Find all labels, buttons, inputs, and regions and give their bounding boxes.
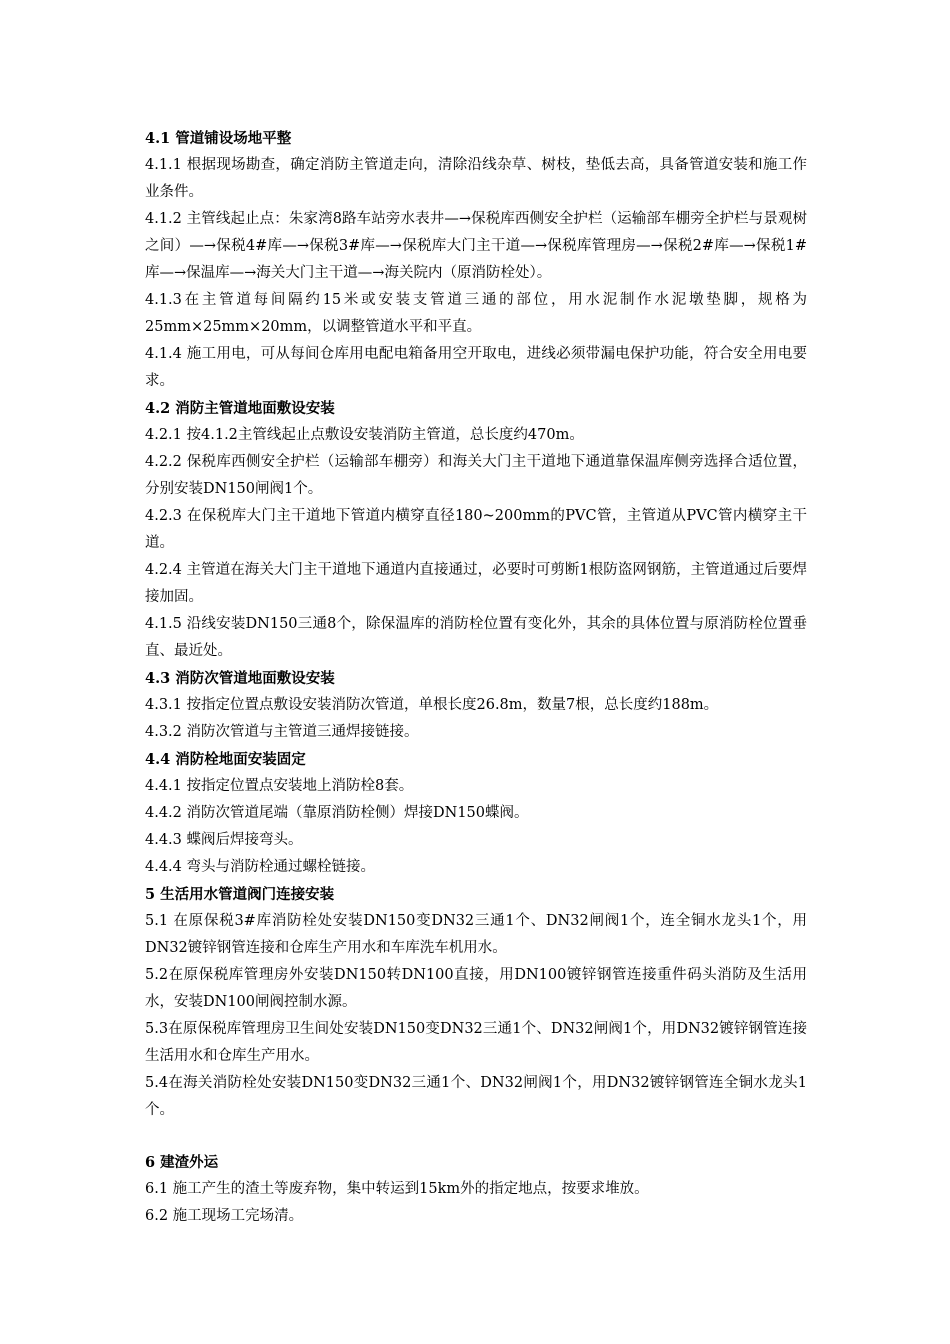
blank-line [145,1124,807,1149]
paragraph-5-1: 5.1 在原保税3#库消防栓处安装DN150变DN32三通1个、DN32闸阀1个，连全铜水龙头1个，用DN32镀锌钢管连接和仓库生产用水和车库洗车机用水。 [145,913,807,956]
paragraph-4-1-4: 4.1.4 施工用电，可从每间仓库用电配电箱备用空开取电，进线必须带漏电保护功能，符合安全用电要求。 [145,346,807,389]
paragraph-4-1-1: 4.1.1 根据现场勘查，确定消防主管道走向，清除沿线杂草、树枝，垫低去高，具备管道安装和施工作业条件。 [145,157,807,200]
section-heading-6: 6 建渣外运 [145,1154,219,1171]
section-heading-5: 5 生活用水管道阀门连接安装 [145,886,335,903]
paragraph-4-1-5: 4.1.5 沿线安装DN150三通8个，除保温库的消防栓位置有变化外，其余的具体位置与原消防栓位置垂直、最近处。 [145,616,807,659]
paragraph-4-4-2: 4.4.2 消防次管道尾端（靠原消防栓侧）焊接DN150蝶阀。 [145,805,529,821]
paragraph-4-4-1: 4.4.1 按指定位置点安装地上消防栓8套。 [145,778,414,794]
paragraph-4-2-3: 4.2.3 在保税库大门主干道地下管道内横穿直径180~200mm的PVC管，主管道从PVC管内横穿主干道。 [145,508,807,551]
paragraph-4-3-2: 4.3.2 消防次管道与主管道三通焊接链接。 [145,724,419,740]
paragraph-4-3-1: 4.3.1 按指定位置点敷设安装消防次管道，单根长度26.8m，数量7根，总长度约188m。 [145,697,719,713]
paragraph-4-4-3: 4.4.3 蝶阀后焊接弯头。 [145,832,303,848]
paragraph-4-2-1: 4.2.1 按4.1.2主管线起止点敷设安装消防主管道，总长度约470m。 [145,427,584,443]
paragraph-6-1: 6.1 施工产生的渣土等废弃物，集中转运到15km外的指定地点，按要求堆放。 [145,1181,649,1197]
section-heading-4-4: 4.4 消防栓地面安装固定 [145,751,306,768]
paragraph-4-1-3: 4.1.3在主管道每间隔约15米或安装支管道三通的部位，用水泥制作水泥墩垫脚，规格为25mm×25mm×20mm，以调整管道水平和平直。 [145,292,807,335]
paragraph-5-2: 5.2在原保税库管理房外安装DN150转DN100直接，用DN100镀锌钢管连接重件码头消防及生活用水，安装DN100闸阀控制水源。 [145,967,807,1010]
section-heading-4-1: 4.1 管道铺设场地平整 [145,130,292,147]
paragraph-4-1-2: 4.1.2 主管线起止点：朱家湾8路车站旁水表井—→保税库西侧安全护栏（运输部车棚旁全护栏与景观树之间）—→保税4#库—→保税3#库—→保税库大门主干道—→保税库管理房—→保税2#库—→保税1#库—→保温库—→海关大门主干道—→海关院内（原消防栓处）。 [145,211,807,281]
paragraph-5-3: 5.3在原保税库管理房卫生间处安装DN150变DN32三通1个、DN32闸阀1个，用DN32镀锌钢管连接生活用水和仓库生产用水。 [145,1021,807,1064]
document-body [145,125,807,1230]
paragraph-6-2: 6.2 施工现场工完场清。 [145,1208,304,1224]
section-heading-4-2: 4.2 消防主管道地面敷设安装 [145,400,335,417]
paragraph-4-4-4: 4.4.4 弯头与消防栓通过螺栓链接。 [145,859,376,875]
section-heading-4-3: 4.3 消防次管道地面敷设安装 [145,670,335,687]
paragraph-4-2-4: 4.2.4 主管道在海关大门主干道地下通道内直接通过，必要时可剪断1根防盗网钢筋，主管道通过后要焊接加固。 [145,562,807,605]
paragraph-5-4: 5.4在海关消防栓处安装DN150变DN32三通1个、DN32闸阀1个，用DN32镀锌钢管连全铜水龙头1个。 [145,1075,807,1118]
paragraph-4-2-2: 4.2.2 保税库西侧安全护栏（运输部车棚旁）和海关大门主干道地下通道靠保温库侧旁选择合适位置，分别安装DN150闸阀1个。 [145,454,807,497]
